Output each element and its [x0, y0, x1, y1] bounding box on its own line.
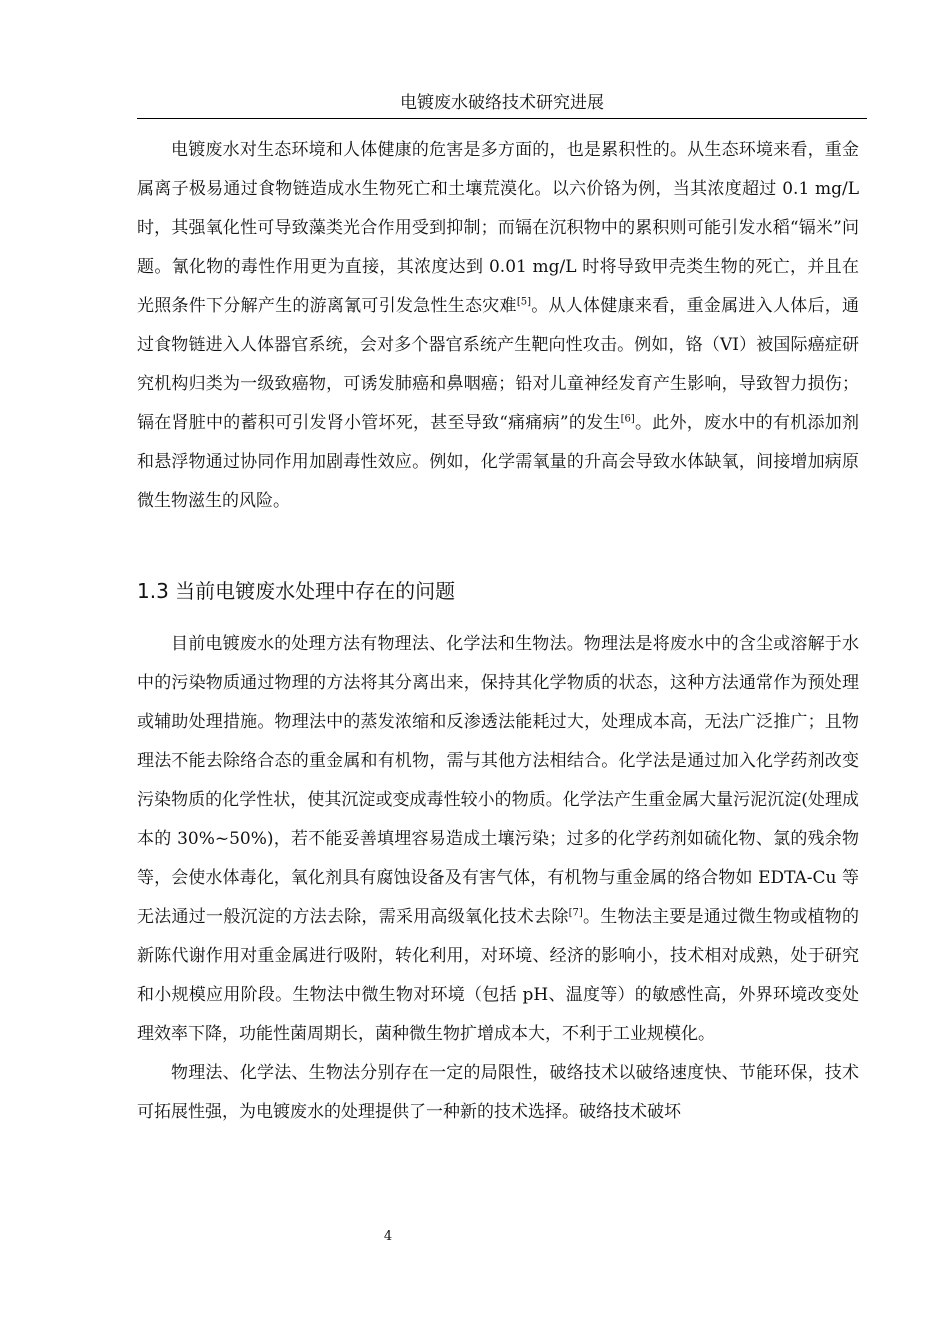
- running-header: 电镀废水破络技术研究进展: [400, 93, 604, 113]
- paragraph-health-hazards: [137, 131, 859, 521]
- section-number: 1.3: [137, 579, 169, 603]
- citation-ref: [5]: [516, 296, 531, 308]
- paragraph-treatment-methods: [137, 625, 859, 1054]
- paragraph-text: 目前电镀废水的处理方法有物理法、化学法和生物法。物理法是将废水中的含尘或溶解于水中的污染物质通过物理的方法将其分离出来，保持其化学物质的状态，这种方法通常作为预处理或辅助处理措施。物理法中的蒸发浓缩和反渗透法能耗过大，处理成本高，无法广泛推广；且物理法不能去除络合态的重金属和有机物，需与其他方法相结合。化学法是通过加入化学药剂改变污染物质的化学性状，使其沉淀或变成毒性较小的物质。化学法产生重金属大量污泥沉淀(处理成本的 30%~50%)，若不能妥善填埋容易造成土壤污染；过多的化学药剂如硫化物、氯的残余物等，会使水体毒化，氧化剂具有腐蚀设备及有害气体，有机物与重金属的络合物如 EDTA-Cu 等无法通过一般沉淀的方法去除，需采用高级氧化技术去除: [137, 634, 859, 927]
- paragraph-text: 电镀废水对生态环境和人体健康的危害是多方面的，也是累积性的。从生态环境来看，重金属离子极易通过食物链造成水生物死亡和土壤荒漠化。以六价铬为例，当其浓度超过 0.1 mg/L 时，其强氧化性可导致藻类光合作用受到抑制；而镉在沉积物中的累积则可能引发水稻“镉米”问题。氰化物的毒性作用更为直接，其浓度达到 0.01 mg/L 时将导致甲壳类生物的死亡，并且在光照条件下分解产生的游离氰可引发急性生态灾难: [137, 140, 859, 316]
- paragraph-text: 。从人体健康来看，重金属进入人体后，通过食物链进入人体器官系统，会对多个器官系统产生靶向性攻击。例如，铬（VI）被国际癌症研究机构归类为一级致癌物，可诱发肺癌和鼻咽癌；铅对儿童神经发育产生影响，导致智力损伤；镉在肾脏中的蓄积可引发肾小管坏死，甚至导致“痛痛病”的发生: [137, 296, 860, 433]
- citation-ref: [6]: [620, 413, 635, 425]
- section-heading: [137, 577, 455, 605]
- paragraph-text: 。生物法主要是通过微生物或植物的新陈代谢作用对重金属进行吸附，转化利用，对环境、经济的影响小，技术相对成熟，处于研究和小规模应用阶段。生物法中微生物对环境（包括 pH、温度等）的敏感性高，外界环境改变处理效率下降，功能性菌周期长，菌种微生物扩增成本大，不利于工业规模化。: [137, 907, 860, 1044]
- paragraph-text: 物理法、化学法、生物法分别存在一定的局限性，破络技术以破络速度快、节能环保，技术可拓展性强，为电镀废水的处理提供了一种新的技术选择。破络技术破坏: [137, 1063, 859, 1122]
- paragraph-text: 。此外，废水中的有机添加剂和悬浮物通过协同作用加剧毒性效应。例如，化学需氧量的升高会导致水体缺氧，间接增加病原微生物滋生的风险。: [137, 413, 859, 511]
- header-rule: [137, 118, 867, 119]
- paragraph-limitations: [137, 1054, 859, 1132]
- body-block-1: [137, 131, 859, 521]
- citation-ref: [7]: [568, 907, 583, 919]
- body-block-2: [137, 625, 859, 1132]
- section-title: 当前电镀废水处理中存在的问题: [175, 579, 456, 603]
- page-number: 4: [383, 1229, 393, 1244]
